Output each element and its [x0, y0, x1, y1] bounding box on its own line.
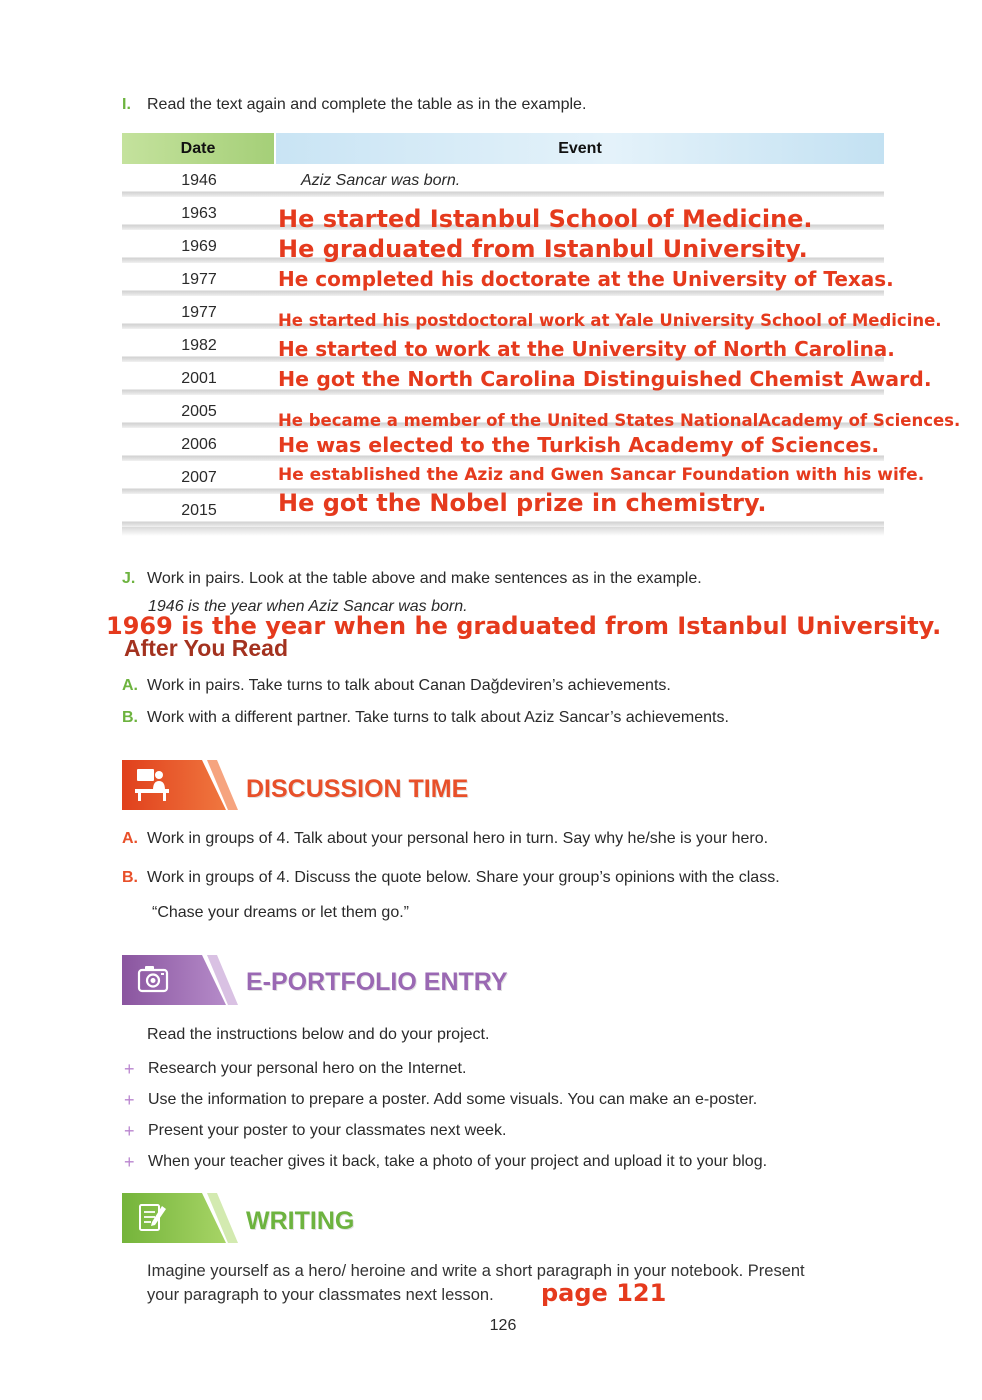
exercise-letter: I.	[122, 96, 131, 113]
writing-title: WRITING	[246, 1207, 355, 1235]
row-date: 2015	[181, 502, 217, 519]
header-date: Date	[122, 133, 276, 164]
discussion-time-banner	[122, 760, 238, 810]
row-date: 2007	[181, 469, 217, 486]
after-you-read-item	[122, 676, 671, 696]
e-portfolio-title: E-PORTFOLIO ENTRY	[246, 968, 508, 996]
bullet-text: Use the information to prepare a poster. Add some visuals. You can make an e-poster.	[148, 1091, 758, 1108]
writing-text-line: your paragraph to your classmates next lesson.	[147, 1286, 494, 1304]
table-row	[122, 362, 932, 395]
row-date: 2001	[181, 370, 217, 387]
table-row	[122, 296, 942, 330]
writing-banner	[122, 1193, 238, 1243]
instruction-text: Read the text again and complete the table as in the example.	[147, 96, 587, 113]
item-text: Work in groups of 4. Discuss the quote below. Share your group’s opinions with the class.	[147, 869, 780, 886]
plus-bullet-icon: +	[124, 1090, 135, 1110]
table-row	[122, 489, 884, 527]
exercise-i-instruction	[122, 95, 586, 115]
bullet-text: Research your personal hero on the Internet.	[148, 1060, 467, 1077]
after-you-read-item	[122, 708, 729, 728]
table-row	[122, 329, 895, 362]
page-reference: page 121	[541, 1279, 667, 1307]
row-date: 1982	[181, 337, 217, 354]
plus-bullet-icon: +	[124, 1152, 135, 1172]
table-bottom-shadow	[122, 527, 884, 536]
e-portfolio-bullet	[124, 1059, 466, 1079]
row-date: 1977	[181, 271, 217, 288]
row-event-answer: He became a member of the United States NationalAcademy of Sciences.	[278, 411, 961, 430]
table-row	[122, 263, 894, 296]
discussion-quote: “Chase your dreams or let them go.”	[152, 904, 409, 921]
row-event-answer: He completed his doctorate at the University of Texas.	[278, 267, 894, 291]
page-number: 126	[489, 1317, 517, 1334]
row-date: 2005	[181, 403, 217, 420]
exercise-j-example: 1946 is the year when Aziz Sancar was born.	[148, 598, 468, 615]
table-row	[122, 164, 884, 197]
table-row	[122, 395, 961, 430]
exercise-j-instruction	[122, 569, 702, 589]
row-event-answer: He started Istanbul School of Medicine.	[278, 205, 813, 233]
item-letter: B.	[122, 869, 138, 886]
instruction-text: Work in pairs. Look at the table above and make sentences as in the example.	[147, 570, 702, 587]
row-event-answer: He started to work at the University of North Carolina.	[278, 337, 895, 361]
after-you-read-title: After You Read	[124, 635, 289, 661]
table-header	[122, 133, 884, 164]
row-event-answer: He graduated from Istanbul University.	[278, 235, 808, 263]
item-text: Work with a different partner. Take turns to talk about Aziz Sancar’s achievements.	[147, 709, 729, 726]
e-portfolio-intro: Read the instructions below and do your project.	[147, 1026, 490, 1043]
e-portfolio-bullet	[124, 1152, 767, 1172]
row-event-answer: He started his postdoctoral work at Yale University School of Medicine.	[278, 311, 942, 330]
timeline-table	[122, 133, 961, 536]
discussion-time-title: DISCUSSION TIME	[246, 775, 469, 803]
bullet-text: Present your poster to your classmates next week.	[148, 1122, 507, 1139]
row-event-answer: He established the Aziz and Gwen Sancar Foundation with his wife.	[278, 465, 925, 485]
row-date: 2006	[181, 436, 217, 453]
e-portfolio-bullet	[124, 1121, 506, 1141]
plus-bullet-icon: +	[124, 1059, 135, 1079]
row-date: 1977	[181, 304, 217, 321]
e-portfolio-banner	[122, 955, 238, 1005]
exercise-j-answer: 1969 is the year when he graduated from Istanbul University.	[106, 612, 942, 640]
row-event-answer: He got the North Carolina Distinguished Chemist Award.	[278, 367, 932, 391]
e-portfolio-bullet	[124, 1090, 757, 1110]
row-date: 1969	[181, 238, 217, 255]
table-row	[122, 197, 884, 233]
row-date: 1946	[181, 172, 217, 189]
row-date: 1963	[181, 205, 217, 222]
table-row	[122, 230, 884, 263]
writing-text-line: Imagine yourself as a hero/ heroine and write a short paragraph in your notebook. Present	[147, 1262, 805, 1280]
row-event-answer: He was elected to the Turkish Academy of Sciences.	[278, 433, 880, 457]
header-event: Event	[276, 133, 884, 164]
item-text: Work in pairs. Take turns to talk about Canan Dağdeviren’s achievements.	[147, 677, 671, 694]
item-letter: A.	[122, 830, 138, 847]
table-row	[122, 428, 884, 461]
discussion-item	[122, 829, 768, 849]
row-event-answer: He got the Nobel prize in chemistry.	[278, 489, 767, 517]
row-event-example: Aziz Sancar was born.	[301, 172, 461, 189]
bullet-text: When your teacher gives it back, take a photo of your project and upload it to your blog.	[148, 1153, 768, 1170]
item-letter: A.	[122, 677, 138, 694]
plus-bullet-icon: +	[124, 1121, 135, 1141]
item-text: Work in groups of 4. Talk about your personal hero in turn. Say why he/she is your hero.	[147, 830, 769, 847]
exercise-letter: J.	[122, 570, 136, 587]
discussion-item	[122, 868, 780, 888]
item-letter: B.	[122, 709, 138, 726]
